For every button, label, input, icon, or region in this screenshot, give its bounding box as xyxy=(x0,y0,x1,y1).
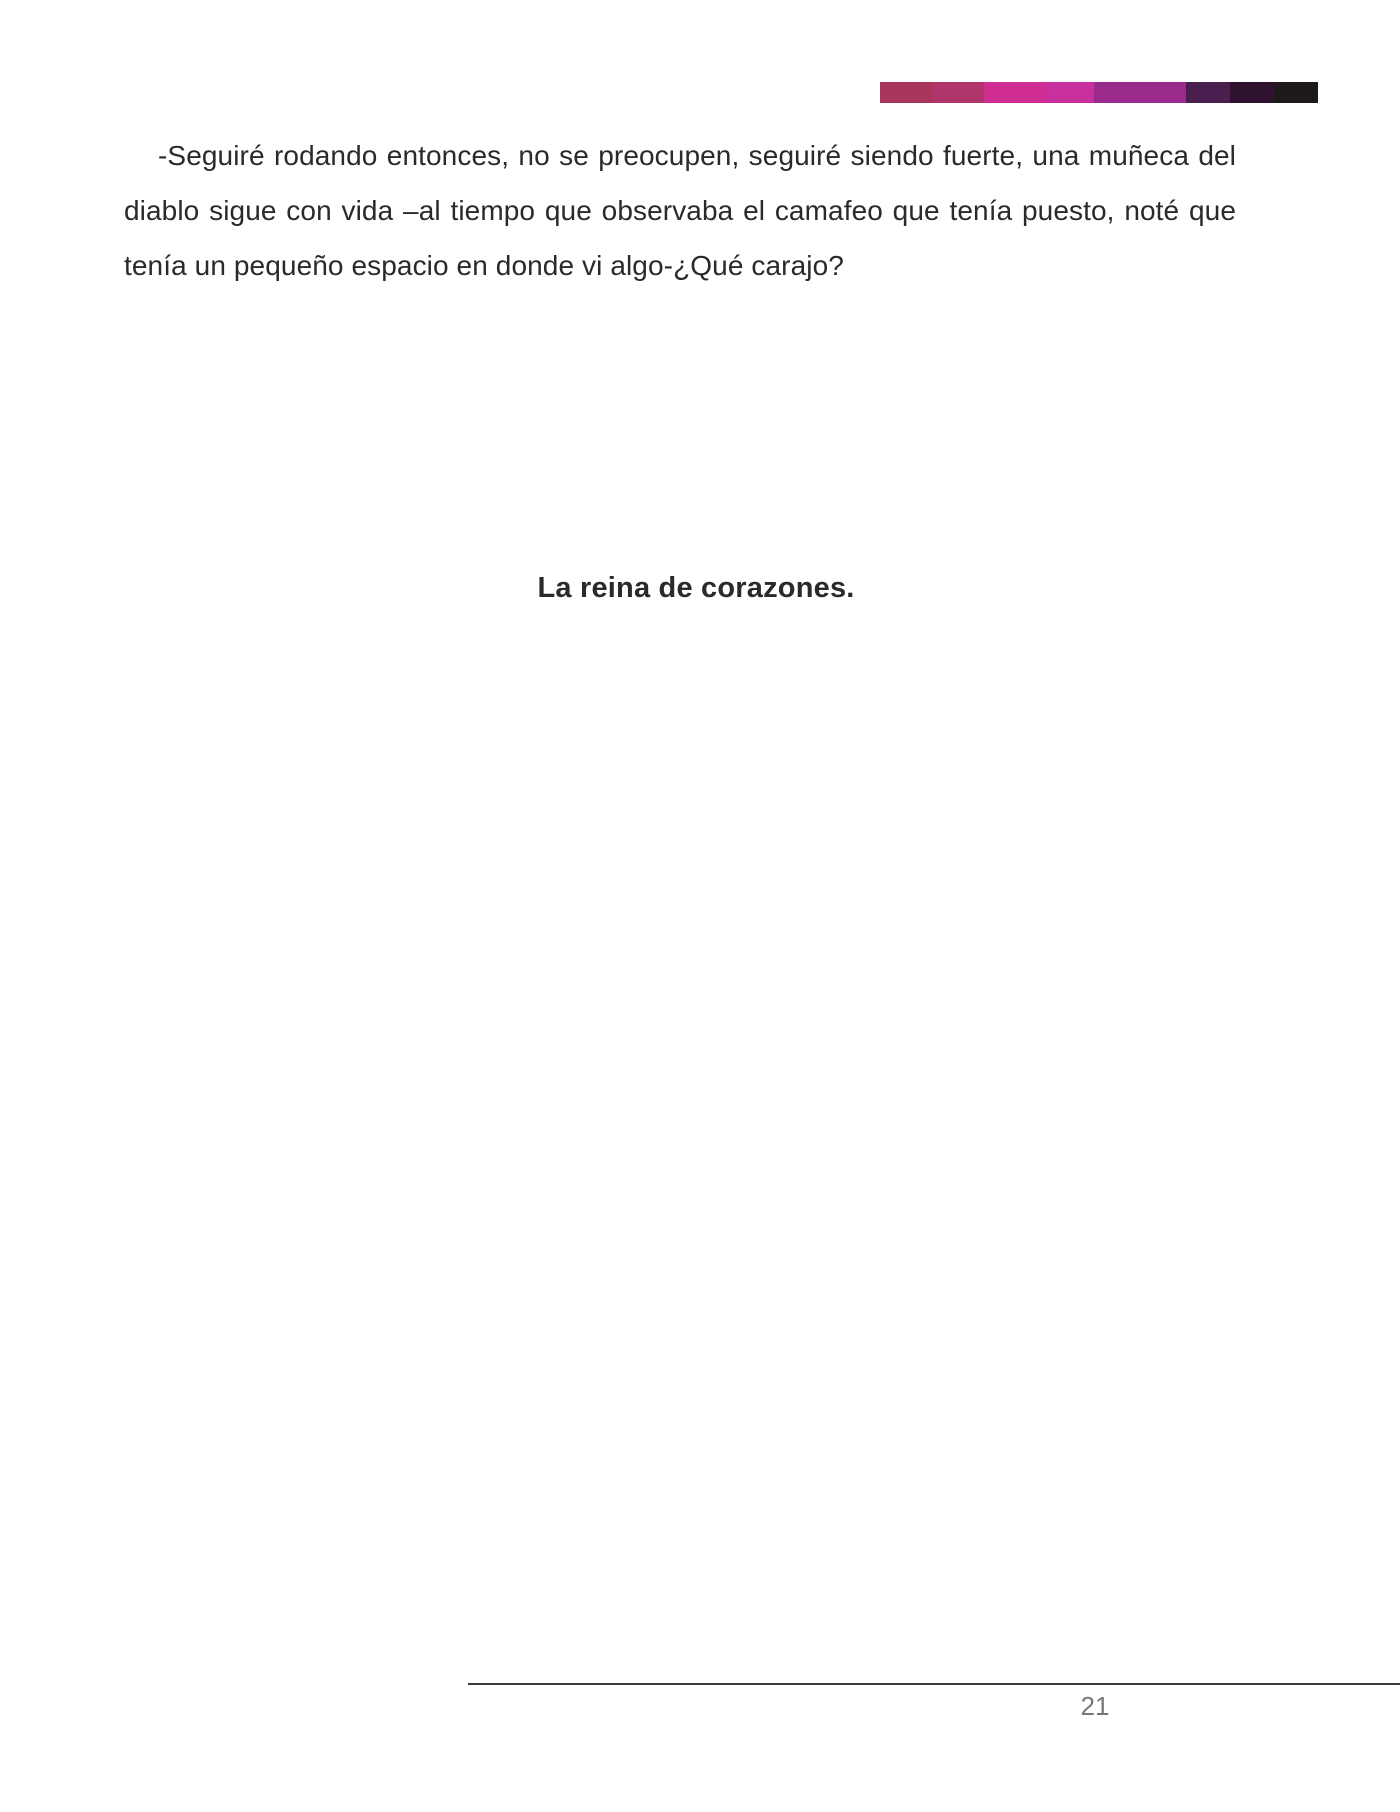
color-bar-segment xyxy=(1186,82,1230,103)
footer-rule xyxy=(468,1683,1400,1685)
color-bar-segment xyxy=(1274,82,1318,103)
color-bar-segment xyxy=(1094,82,1186,103)
color-bar-segment xyxy=(880,82,932,103)
color-bar-segment xyxy=(932,82,984,103)
color-bar-segment xyxy=(984,82,1044,103)
color-bar-segment xyxy=(1230,82,1274,103)
color-bar-segment xyxy=(1044,82,1094,103)
page-number: 21 xyxy=(1080,1691,1110,1721)
header-color-bar xyxy=(880,82,1318,103)
body-paragraph: -Seguiré rodando entonces, no se preocupen, seguiré siendo fuerte, una muñeca del diablo sigue con vida –al tiempo que observaba el camafeo que tenía puesto, noté que tenía un pequeño espacio en donde vi algo-¿Qué carajo? xyxy=(124,140,1236,281)
chapter-title: La reina de corazones. xyxy=(537,572,855,604)
